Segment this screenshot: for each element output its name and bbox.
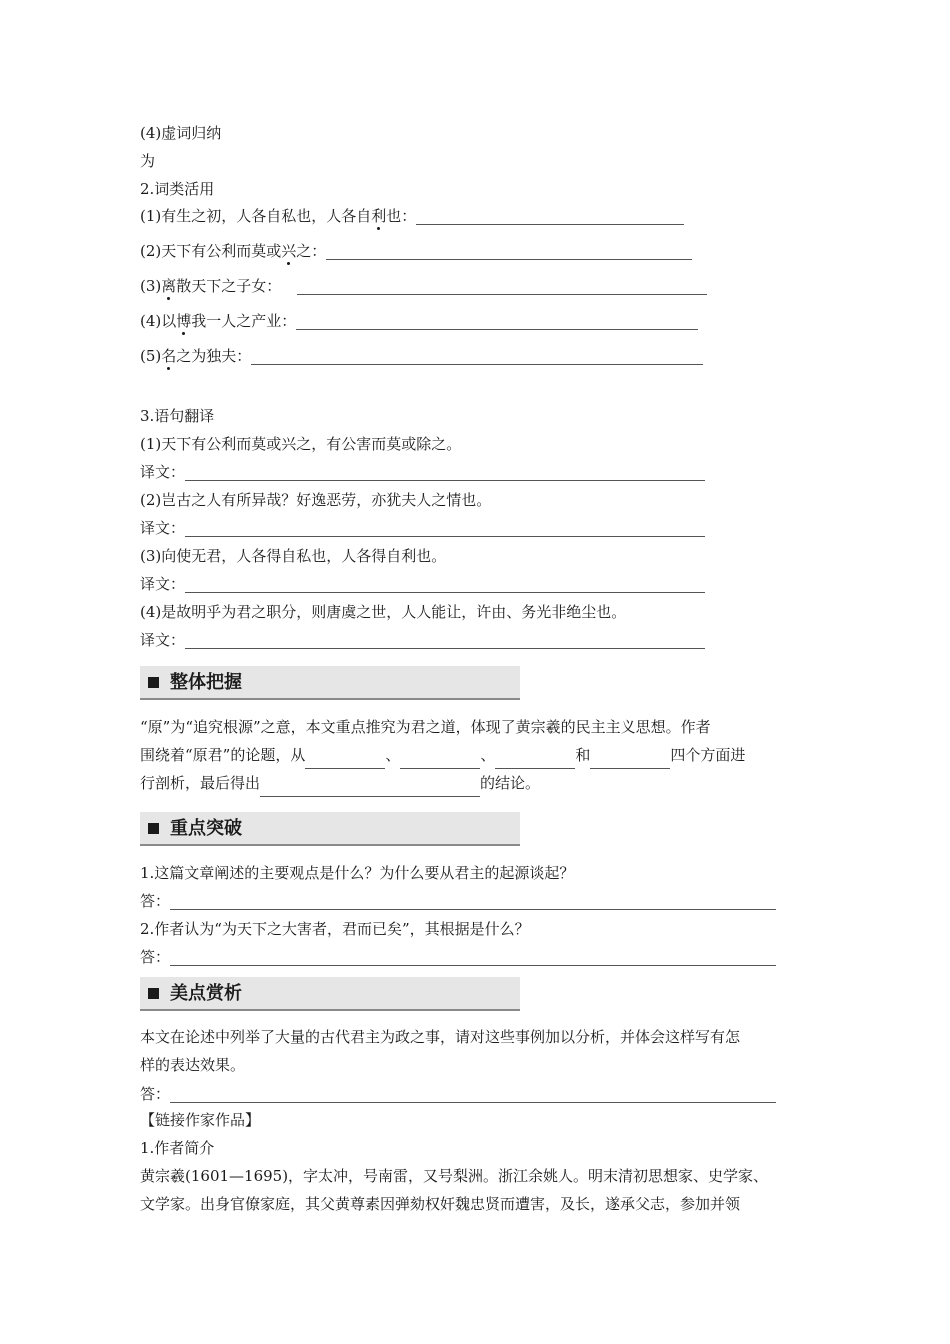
answer-label: 答： [140, 892, 171, 910]
meidian-line-2: 样的表达效果。 [140, 1056, 246, 1074]
fill-blank[interactable] [305, 754, 385, 769]
dotted-char: 名 [161, 347, 177, 365]
cilei-item-1 [140, 207, 684, 225]
translation-blank[interactable] [185, 634, 705, 649]
zhongdian-question-1: 1.这篇文章阐述的主要观点是什么？为什么要从君主的起源谈起？ [140, 864, 575, 882]
text: 、 [385, 746, 401, 764]
answer-label: 答： [140, 1085, 171, 1103]
answer-blank[interactable] [416, 210, 684, 225]
fanyi-question-2: (2)岂古之人有所异哉？好逸恶劳，亦犹夫人之情也。 [140, 491, 492, 509]
cilei-text: (2)天下有公利而莫或 [140, 242, 282, 260]
answer-blank[interactable] [170, 895, 776, 910]
xuci-title: (4)虚词归纳 [140, 124, 222, 142]
text: 围绕着“原君”的论题，从 [140, 746, 306, 764]
fill-blank[interactable] [495, 754, 575, 769]
link-title: 【链接作家作品】 [140, 1111, 261, 1129]
cilei-text: (3) [140, 277, 162, 295]
square-bullet-icon [148, 677, 159, 688]
fanyi-answer-2 [140, 519, 705, 537]
cilei-item-2 [140, 242, 692, 260]
fanyi-answer-3 [140, 575, 705, 593]
cilei-text: 之为独夫： [176, 347, 252, 365]
answer-blank[interactable] [170, 951, 776, 966]
cilei-text: 我一人之产业： [191, 312, 297, 330]
zhongdian-question-2: 2.作者认为“为天下之大害者，君而已矣”，其根据是什么？ [140, 920, 530, 938]
translation-blank[interactable] [185, 466, 705, 481]
section-header-meidian [140, 977, 520, 1011]
section-title: 美点赏析 [170, 983, 242, 1004]
square-bullet-icon [148, 823, 159, 834]
section-title: 重点突破 [170, 818, 242, 839]
fill-blank[interactable] [590, 754, 670, 769]
dotted-char: 利 [371, 207, 387, 225]
meidian-answer [140, 1085, 776, 1103]
dotted-char: 离 [161, 277, 177, 295]
wei-label: 为 [140, 152, 156, 170]
answer-blank[interactable] [296, 315, 698, 330]
section-header-zhengti [140, 666, 520, 700]
translation-label: 译文： [140, 519, 186, 537]
cilei-item-4 [140, 312, 698, 330]
section-title: 整体把握 [170, 672, 242, 693]
text: 、 [480, 746, 496, 764]
answer-blank[interactable] [297, 280, 707, 295]
section-header-zhongdian [140, 812, 520, 846]
zhengti-line-1: “原”为“追究根源”之意，本文重点推究为君之道，体现了黄宗羲的民主主义思想。作者 [140, 718, 711, 736]
square-bullet-icon [148, 988, 159, 999]
author-intro-line-2: 文学家。出身官僚家庭，其父黄尊素因弹劾权奸魏忠贤而遭害，及长，遂承父志，参加并领 [140, 1195, 741, 1213]
author-intro-line-1: 黄宗羲(1601—1695)，字太冲，号南雷，又号梨洲。浙江余姚人。明末清初思想家、史学家、 [140, 1167, 769, 1185]
fanyi-question-3: (3)向使无君，人各得自私也，人各得自利也。 [140, 547, 447, 565]
translation-label: 译文： [140, 575, 186, 593]
text: 四个方面进 [670, 746, 746, 764]
cilei-text: 之： [296, 242, 327, 260]
translation-label: 译文： [140, 631, 186, 649]
meidian-paragraph [140, 1023, 820, 1079]
cilei-text: (1)有生之初，人各自私也，人各自 [140, 207, 372, 225]
dotted-char: 兴 [281, 242, 297, 260]
translation-label: 译文： [140, 463, 186, 481]
cilei-title: 2.词类活用 [140, 180, 215, 198]
translation-blank[interactable] [185, 578, 705, 593]
fill-blank[interactable] [260, 782, 480, 797]
answer-blank[interactable] [326, 245, 692, 260]
cilei-item-5 [140, 347, 703, 365]
answer-label: 答： [140, 948, 171, 966]
meidian-line-1: 本文在论述中列举了大量的古代君主为政之事，请对这些事例加以分析，并体会这样写有怎 [140, 1028, 741, 1046]
cilei-item-3 [140, 277, 707, 295]
zhongdian-answer-2 [140, 948, 776, 966]
fill-blank[interactable] [400, 754, 480, 769]
zhongdian-answer-1 [140, 892, 776, 910]
text: 的结论。 [480, 774, 541, 792]
zhengti-paragraph [140, 713, 820, 797]
answer-blank[interactable] [251, 350, 703, 365]
fanyi-question-4: (4)是故明乎为君之职分，则唐虞之世，人人能让，许由、务光非绝尘也。 [140, 603, 627, 621]
cilei-text: 也： [386, 207, 417, 225]
answer-blank[interactable] [170, 1088, 776, 1103]
text: 和 [575, 746, 591, 764]
author-intro-paragraph [140, 1162, 820, 1218]
fanyi-answer-1 [140, 463, 705, 481]
zhengti-line-3 [140, 769, 820, 797]
cilei-text: 散天下之子女： [176, 277, 282, 295]
author-intro-title: 1.作者简介 [140, 1139, 215, 1157]
fanyi-question-1: (1)天下有公利而莫或兴之，有公害而莫或除之。 [140, 435, 462, 453]
fanyi-title: 3.语句翻译 [140, 407, 215, 425]
text: 行剖析，最后得出 [140, 774, 261, 792]
zhengti-line-2 [140, 741, 820, 769]
dotted-char: 博 [176, 312, 192, 330]
cilei-text: (4)以 [140, 312, 177, 330]
cilei-text: (5) [140, 347, 162, 365]
fanyi-answer-4 [140, 631, 705, 649]
translation-blank[interactable] [185, 522, 705, 537]
